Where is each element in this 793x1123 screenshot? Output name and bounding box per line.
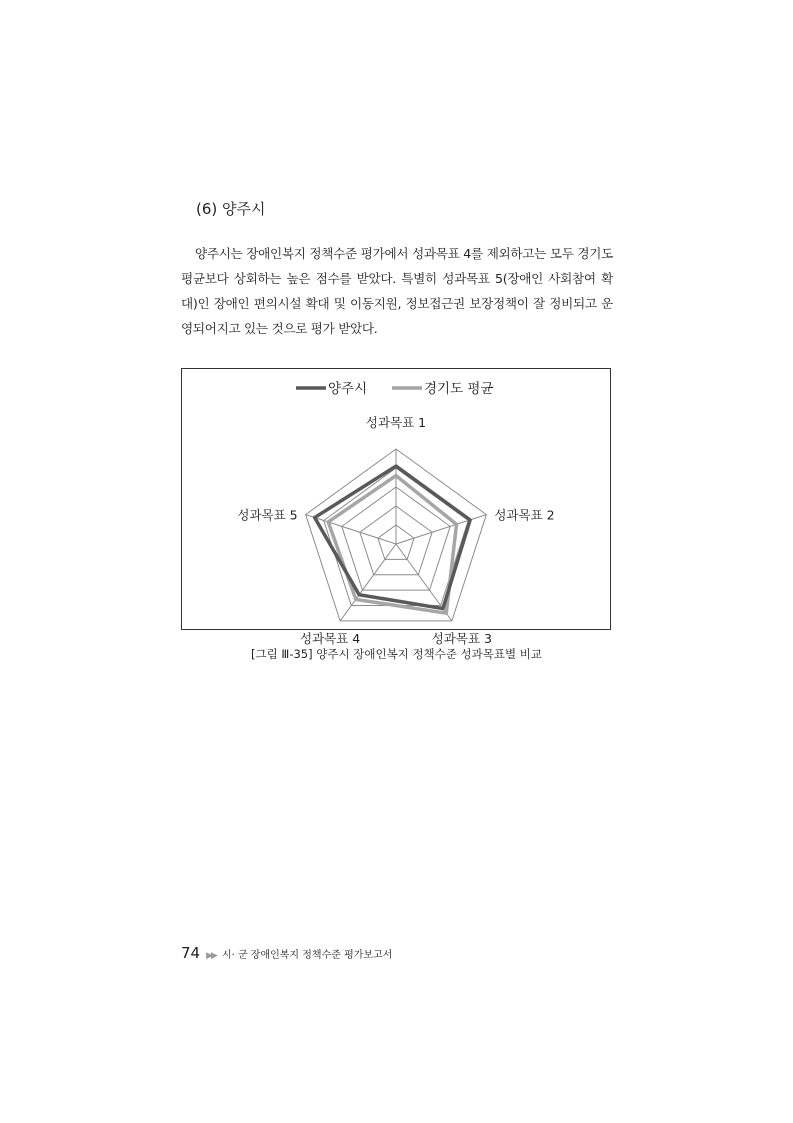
body-paragraph: 양주시는 장애인복지 정책수준 평가에서 성과목표 4를 제외하고는 모두 경기도 평균보다 상회하는 높은 점수를 받았다. 특별히 성과목표 5(장애인 사회참여 확대)인 장애인 편의시설 확대 및 이동지원, 정보접근권 보장정책이 잘 정비되고 운영되어지고 있는 것으로 평가 받았다. [181, 246, 613, 336]
page-number: 74 [181, 944, 201, 962]
axis-label-5: 성과목표 5 [237, 507, 298, 523]
figure-caption: [그림 Ⅲ-35] 양주시 장애인복지 정책수준 성과목표별 비교 [251, 647, 542, 661]
arrow-icon: ▶▶ [206, 951, 216, 961]
radar-chart [181, 368, 611, 646]
legend-label-2: 경기도 평균 [424, 381, 494, 397]
axis-spoke-5 [306, 515, 396, 544]
axis-label-3: 성과목표 3 [431, 630, 492, 646]
page-footer [181, 944, 392, 962]
axis-label-1: 성과목표 1 [365, 415, 427, 430]
section-title: (6) 양주시 [196, 200, 266, 218]
axis-label-4: 성과목표 4 [300, 630, 361, 646]
axis-label-2: 성과목표 2 [494, 507, 555, 523]
footer-title: 시· 군 장애인복지 정책수준 평가보고서 [221, 950, 393, 961]
axis-spoke-2 [396, 515, 486, 544]
radar-chart-svg [182, 369, 612, 646]
legend-label-1: 양주시 [328, 381, 368, 397]
